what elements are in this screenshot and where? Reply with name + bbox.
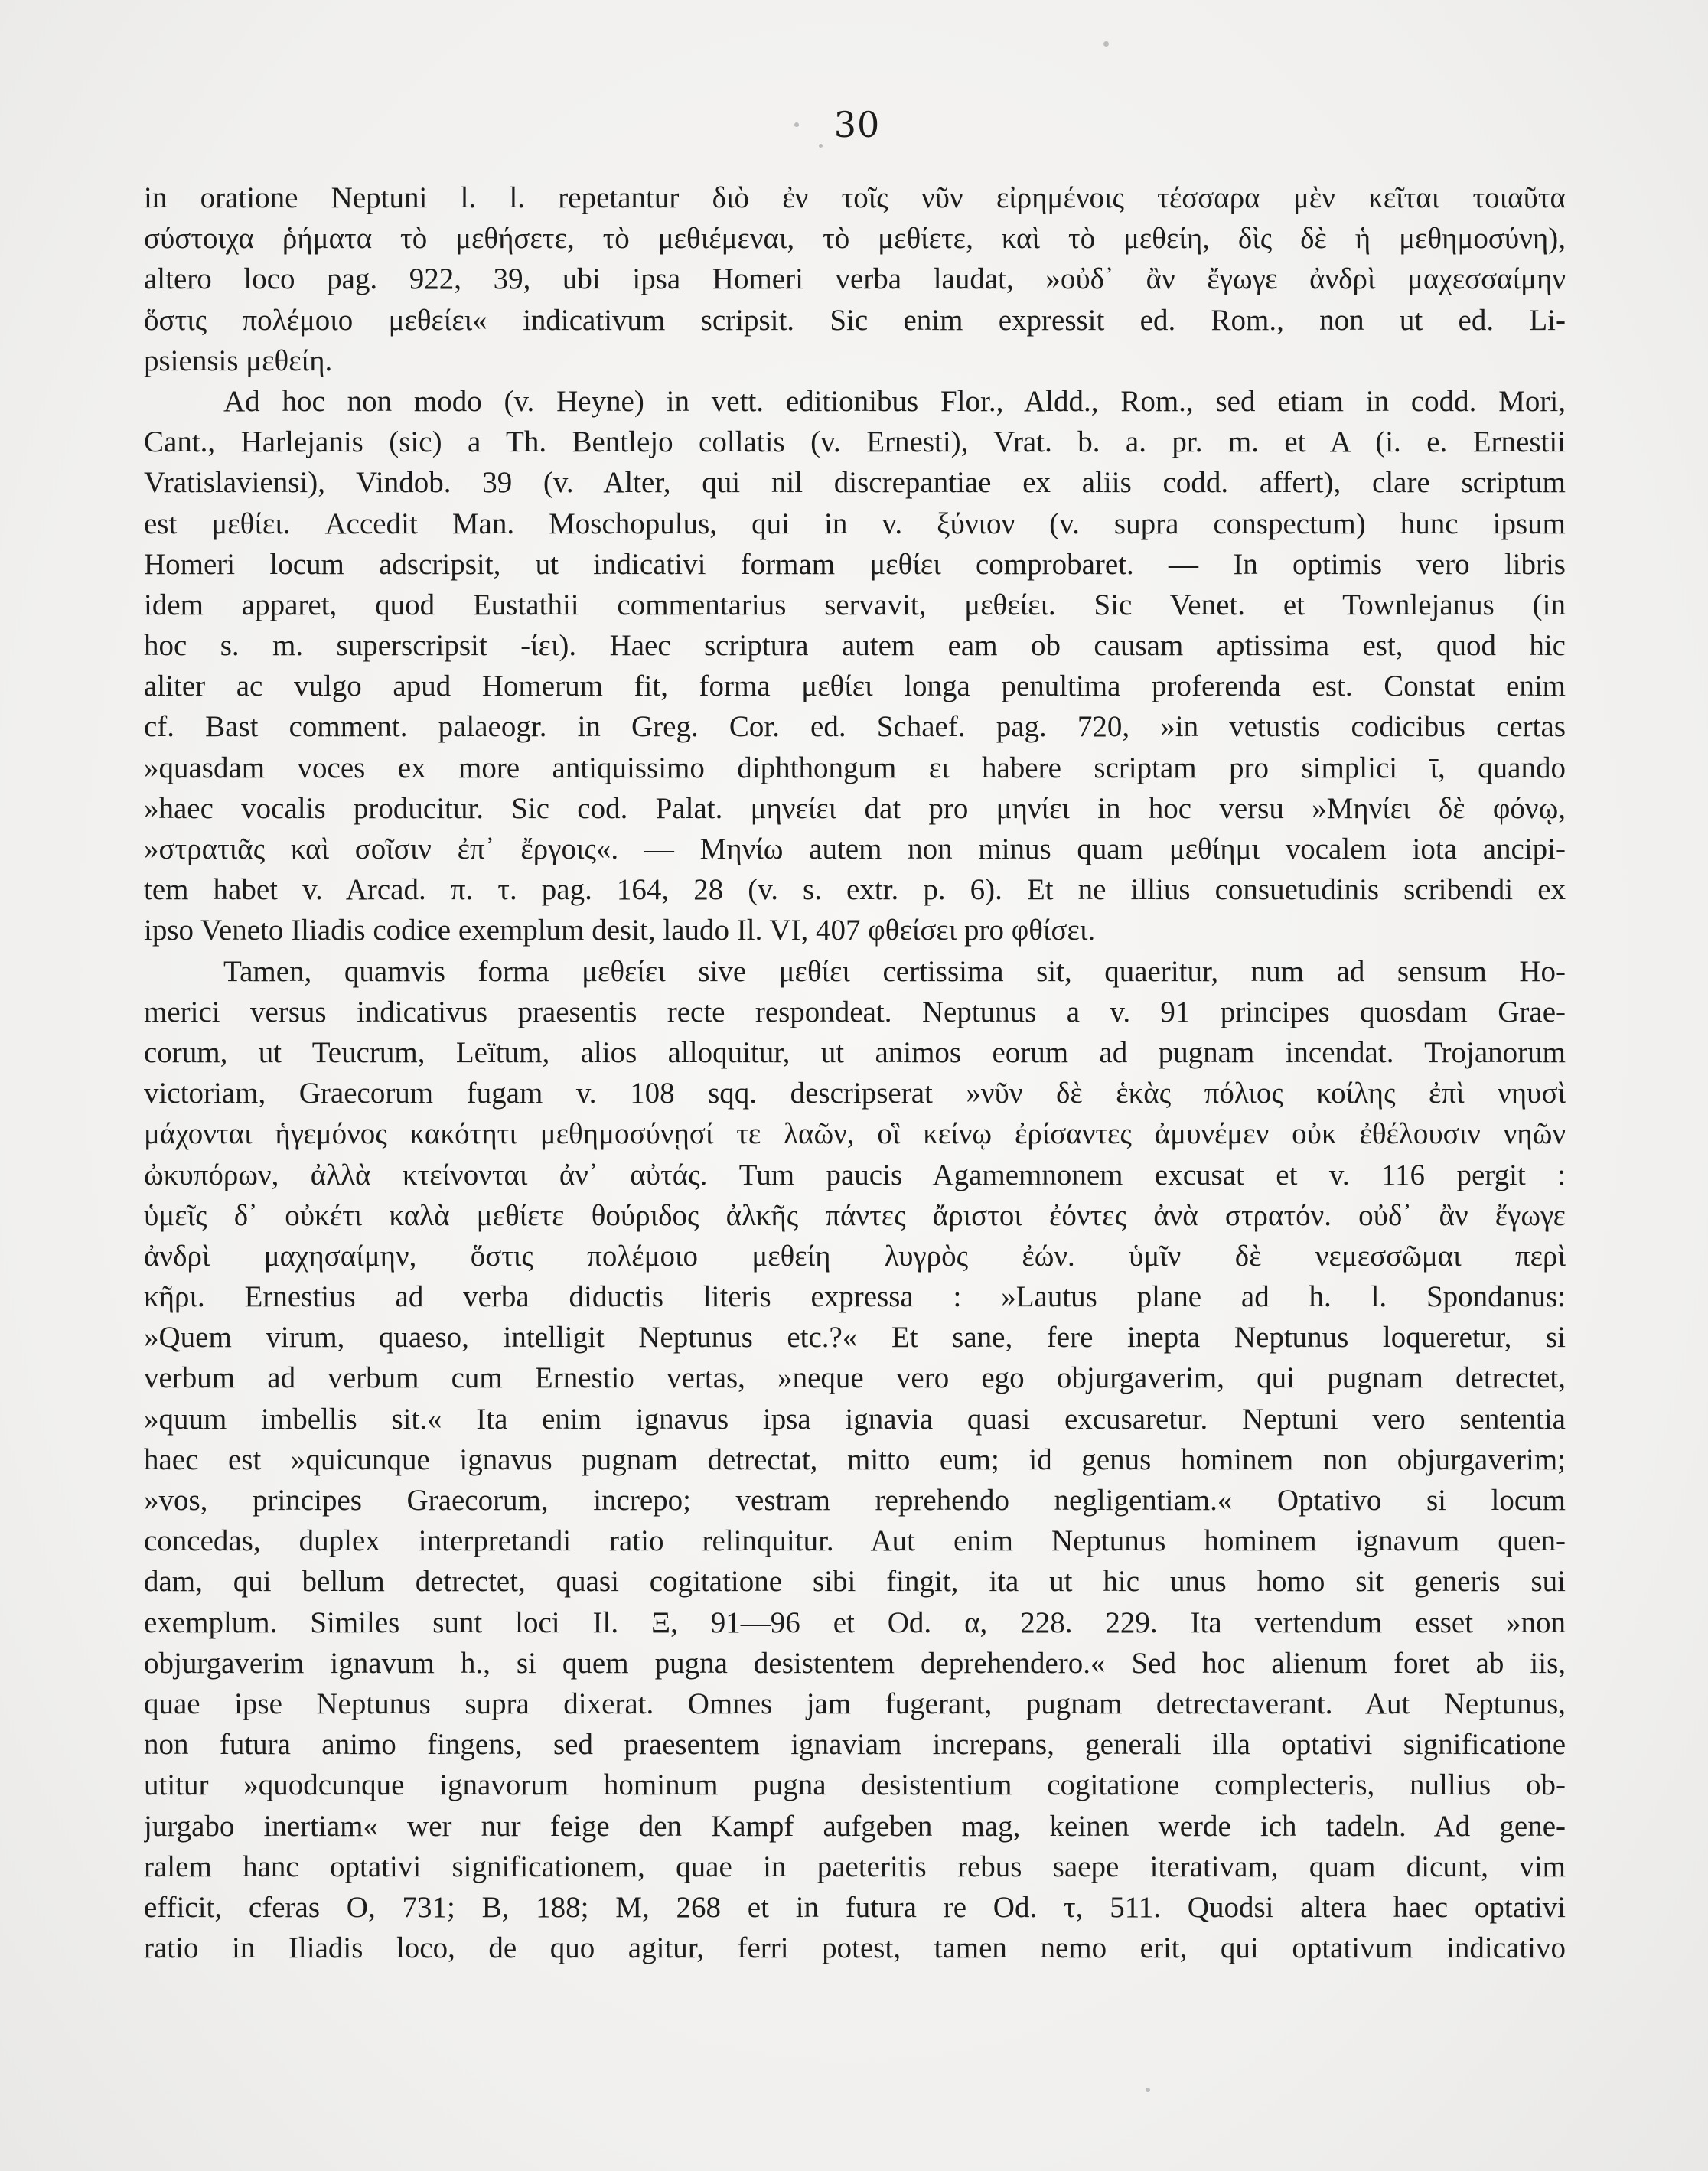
text-line: victoriam, Graecorum fugam v. 108 sqq. descripserat »νῦν δὲ ἑκὰς πόλιος κοίλης ἐπὶ νηυσὶ [144, 1077, 1566, 1110]
text-line: »vos, principes Graecorum, increpo; vestram reprehendo negligentiam.« Optativo si locum [144, 1484, 1566, 1517]
text-line: non futura animo fingens, sed praesentem ignaviam increpans, generali illa optativi significatione [144, 1728, 1566, 1762]
text-line: utitur »quodcunque ignavorum hominum pugna desistentium cogitatione complecteris, nullius ob- [144, 1768, 1566, 1802]
text-line: ὅστις πολέμοιο μεθείει« indicativum scripsit. Sic enim expressit ed. Rom., non ut ed. Li- [144, 303, 1566, 337]
text-line: »quasdam voces ex more antiquissimo diphthongum ει habere scriptam pro simplici ῑ, quando [144, 751, 1566, 784]
text-line: in oratione Neptuni l. l. repetantur διὸ ἐν τοῖς νῦν εἰρημένοις τέσσαρα μὲν κεῖται τοιαῦτα [144, 181, 1566, 214]
text-line: ὑμεῖς δ᾽ οὐκέτι καλὰ μεθίετε θούριδος ἀλκῆς πάντες ἄριστοι ἐόντες ἀνὰ στρατόν. οὐδ᾽ ἂν ἔγωγε [144, 1198, 1566, 1232]
text-line: ratio in Iliadis loco, de quo agitur, ferri potest, tamen nemo erit, qui optativum indicativo [144, 1931, 1566, 1965]
text-line: σύστοιχα ῥήματα τὸ μεθήσετε, τὸ μεθιέμεναι, τὸ μεθίετε, καὶ τὸ μεθείη, δὶς δὲ ἡ μεθημοσύνη), [144, 222, 1566, 256]
text-line: tem habet v. Arcad. π. τ. pag. 164, 28 (v. s. extr. p. 6). Et ne illius consuetudinis scribendi ex [144, 873, 1566, 907]
text-line: exemplum. Similes sunt loci Il. Ξ, 91—96 et Od. α, 228. 229. Ita vertendum esset »non [144, 1605, 1566, 1639]
text-line: Vratislaviensi), Vindob. 39 (v. Alter, qui nil discrepantiae ex aliis codd. affert), clare scriptum [144, 466, 1566, 500]
text-line: ipso Veneto Iliadis codice exemplum desit, laudo Il. VI, 407 φθείσει pro φθίσει. [144, 914, 1096, 947]
body-text [144, 178, 1566, 1968]
ink-speck [1103, 41, 1109, 47]
text-line: cf. Bast comment. palaeogr. in Greg. Cor. ed. Schaef. pag. 720, »in vetustis codicibus certas [144, 710, 1566, 744]
ink-speck [794, 122, 799, 127]
text-line: Cant., Harlejanis (sic) a Th. Bentlejo collatis (v. Ernesti), Vrat. b. a. pr. m. et A (i. e. Ernestii [144, 425, 1566, 459]
text-line: concedas, duplex interpretandi ratio relinquitur. Aut enim Neptunus hominem ignavum quen- [144, 1524, 1566, 1558]
text-line: »στρατιᾶς καὶ σοῖσιν ἐπ᾽ ἔργοις«. — Μηνίω autem non minus quam μεθίημι vocalem iota ancipi- [144, 833, 1566, 865]
text-line: aliter ac vulgo apud Homerum fit, forma μεθίει longa penultima proferenda est. Constat enim [144, 670, 1566, 703]
text-line: μάχονται ἡγεμόνος κακότητι μεθημοσύνῃσί τε λαῶν, οἳ κείνῳ ἐρίσαντες ἀμυνέμεν οὐκ ἐθέλουσιν νηῶν [144, 1117, 1566, 1151]
page-number: 30 [833, 104, 881, 145]
text-line: altero loco pag. 922, 39, ubi ipsa Homeri verba laudat, »οὐδ᾽ ἂν ἔγωγε ἀνδρὶ μαχεσσαίμην [144, 262, 1566, 296]
text-line: corum, ut Teucrum, Leïtum, alios alloquitur, ut animos eorum ad pugnam incendat. Trojanorum [144, 1035, 1566, 1069]
text-line: idem apparet, quod Eustathii commentarius servavit, μεθείει. Sic Venet. et Townlejanus (in [144, 588, 1566, 621]
text-line: hoc s. m. superscripsit -ίει). Haec scriptura autem eam ob causam aptissima est, quod hic [144, 629, 1566, 663]
text-line: efficit, cferas O, 731; B, 188; M, 268 et in futura re Od. τ, 511. Quodsi altera haec optativi [144, 1890, 1566, 1924]
text-line: Homeri locum adscripsit, ut indicativi formam μεθίει comprobaret. — In optimis vero libris [144, 547, 1566, 581]
text-line: ἀνδρὶ μαχησαίμην, ὅστις πολέμοιο μεθείη λυγρὸς ἐών. ὑμῖν δὲ νεμεσσῶμαι περὶ [144, 1239, 1566, 1273]
text-line: »Quem virum, quaeso, intelligit Neptunus etc.?« Et sane, fere inepta Neptunus loqueretur, si [144, 1321, 1566, 1354]
text-line: »haec vocalis producitur. Sic cod. Palat. μηνείει dat pro μηνίει in hoc versu »Μηνίει δὲ φόνῳ, [144, 791, 1566, 825]
text-line: κῆρι. Ernestius ad verba diductis literis expressa : »Lautus plane ad h. l. Spondanus: [144, 1280, 1566, 1314]
text-line: jurgabo inertiam« wer nur feige den Kampf aufgeben mag, keinen werde ich tadeln. Ad gene- [144, 1809, 1566, 1843]
text-line: quae ipse Neptunus supra dixerat. Omnes jam fugerant, pugnam detrectaverant. Aut Neptunus, [144, 1687, 1566, 1720]
text-line: Ad hoc non modo (v. Heyne) in vett. editionibus Flor., Aldd., Rom., sed etiam in codd. Mori, [223, 384, 1566, 418]
text-line: merici versus indicativus praesentis recte respondeat. Neptunus a v. 91 principes quosdam Grae- [144, 995, 1566, 1028]
ink-speck [1146, 2088, 1150, 2092]
text-line: ὠκυπόρων, ἀλλὰ κτείνονται ἀν᾽ αὐτάς. Tum paucis Agamemnonem excusat et v. 116 pergit : [144, 1158, 1566, 1191]
text-line: »quum imbellis sit.« Ita enim ignavus ipsa ignavia quasi excusaretur. Neptuni vero sententia [144, 1402, 1566, 1436]
text-line: psiensis μεθείη. [144, 344, 333, 377]
text-line: verbum ad verbum cum Ernestio vertas, »neque vero ego objurgaverim, qui pugnam detrectet, [144, 1361, 1566, 1395]
text-line: objurgaverim ignavum h., si quem pugna desistentem deprehendero.« Sed hoc alienum foret ab iis, [144, 1646, 1566, 1680]
text-line: Tamen, quamvis forma μεθείει sive μεθίει certissima sit, quaeritur, num ad sensum Ho- [223, 954, 1566, 988]
text-line: ralem hanc optativi significationem, quae in paeteritis rebus saepe iterativam, quam dicunt, vim [144, 1850, 1566, 1883]
text-line: est μεθίει. Accedit Man. Moschopulus, qui in v. ξύνιον (v. supra conspectum) hunc ipsum [144, 507, 1566, 540]
text-line: haec est »quicunque ignavus pugnam detrectat, mitto eum; id genus hominem non objurgaverim; [144, 1442, 1566, 1476]
text-line: dam, qui bellum detrectet, quasi cogitatione sibi fingit, ita ut hic unus homo sit generis sui [144, 1565, 1566, 1599]
